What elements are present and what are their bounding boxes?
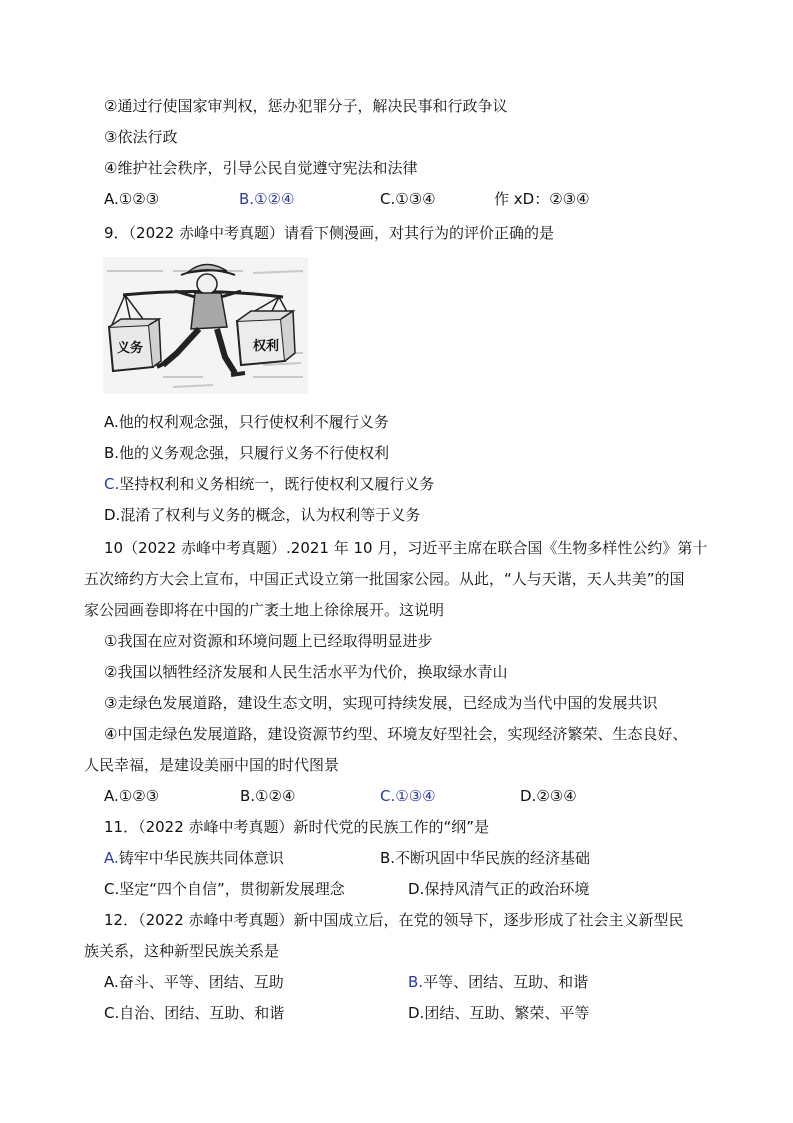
q9-option-c-text: 坚持权利和义务相统一，既行使权利又履行义务 <box>119 475 435 493</box>
q12-option-b <box>408 972 588 992</box>
q10-item-4-line-2: 人民幸福，是建设美丽中国的时代图景 <box>84 756 340 774</box>
cartoon-drawing <box>103 257 308 394</box>
q11-option-a-text: 铸牢中华民族共同体意识 <box>118 849 284 867</box>
q9-cartoon-image <box>103 257 308 394</box>
q8-option-c-text: ①③④ <box>395 190 436 208</box>
q11-option-a-letter: A. <box>104 849 119 867</box>
q8-option-d: 作 xD：②③④ <box>494 190 590 208</box>
q10-option-a: A.①②③ <box>104 787 160 805</box>
q10-stem-line-3: 家公园画卷即将在中国的广袤土地上徐徐展开。这说明 <box>84 601 445 619</box>
q9-option-c-letter: C. <box>104 475 120 493</box>
q10-stem-line-1: 10（2022 赤峰中考真题）.2021 年 10 月，习近平主席在联合国《生物多样性公约》第十 <box>104 539 708 557</box>
q10-option-c <box>380 786 436 806</box>
q11-option-b: B.不断巩固中华民族的经济基础 <box>380 849 591 867</box>
q9-option-c <box>104 474 434 494</box>
q8-option-a-letter: A. <box>104 190 119 208</box>
q9-stem: 9．（2022 赤峰中考真题）请看下侧漫画，对其行为的评价正确的是 <box>104 224 554 242</box>
q9-option-b: B.他的义务观念强，只履行义务不行使权利 <box>104 444 390 462</box>
q12-stem-line-2: 族关系，这种新型民族关系是 <box>84 942 280 960</box>
q10-stem-line-2: 五次缔约方大会上宣布，中国正式设立第一批国家公园。从此，“人与天谐，天人共美”的国 <box>84 570 685 588</box>
q8-option-a-text: ①②③ <box>118 190 160 208</box>
q8-item-3: ③依法行政 <box>104 128 178 146</box>
q10-item-3: ③走绿色发展道路，建设生态文明，实现可持续发展，已经成为当代中国的发展共识 <box>104 694 658 712</box>
q11-stem: 11．（2022 赤峰中考真题）新时代党的民族工作的“纲”是 <box>104 818 490 836</box>
q8-item-2: ②通过行使国家审判权，惩办犯罪分子，解决民事和行政争议 <box>104 97 508 115</box>
q8-option-c-letter: C. <box>380 190 396 208</box>
q12-option-b-text: 平等、团结、互助、和谐 <box>423 973 589 991</box>
q12-option-c: C.自治、团结、互助、和谐 <box>104 1004 285 1022</box>
q10-option-c-text: ①③④ <box>395 787 436 805</box>
q11-option-d: D.保持风清气正的政治环境 <box>408 880 590 898</box>
q11-option-a <box>104 848 284 868</box>
q8-option-a <box>104 189 159 209</box>
q11-option-c: C.坚定“四个自信”，贯彻新发展理念 <box>104 880 345 898</box>
q10-option-d: D.②③④ <box>520 787 577 805</box>
q9-option-d: D.混淆了权利与义务的概念，认为权利等于义务 <box>104 506 421 524</box>
q10-item-4-line-1: ④中国走绿色发展道路，建设资源节约型、环境友好型社会，实现经济繁荣、生态良好、 <box>104 725 688 743</box>
q8-option-b-letter: B. <box>239 190 255 208</box>
cartoon-label-right: 权利 <box>253 339 280 354</box>
q8-item-4: ④维护社会秩序，引导公民自觉遵守宪法和法律 <box>104 159 418 177</box>
q10-item-2: ②我国以牺牲经济发展和人民生活水平为代价，换取绿水青山 <box>104 663 508 681</box>
cartoon-label-obligation: 义务 <box>117 341 144 356</box>
q12-option-d: D.团结、互助、繁荣、平等 <box>408 1004 590 1022</box>
q12-stem-line-1: 12．（2022 赤峰中考真题）新中国成立后，在党的领导下，逐步形成了社会主义新型民 <box>104 911 684 929</box>
q10-item-1: ①我国在应对资源和环境问题上已经取得明显进步 <box>104 632 433 650</box>
q12-option-a: A.奋斗、平等、团结、互助 <box>104 973 284 991</box>
q9-option-a: A.他的权利观念强，只行使权利不履行义务 <box>104 413 389 431</box>
q8-option-b-text: ①②④ <box>254 190 295 208</box>
q12-option-b-letter: B. <box>408 973 424 991</box>
q8-option-b <box>239 189 294 209</box>
q8-option-c <box>380 189 436 209</box>
q10-option-b: B.①②④ <box>240 787 296 805</box>
q10-option-c-letter: C. <box>380 787 396 805</box>
